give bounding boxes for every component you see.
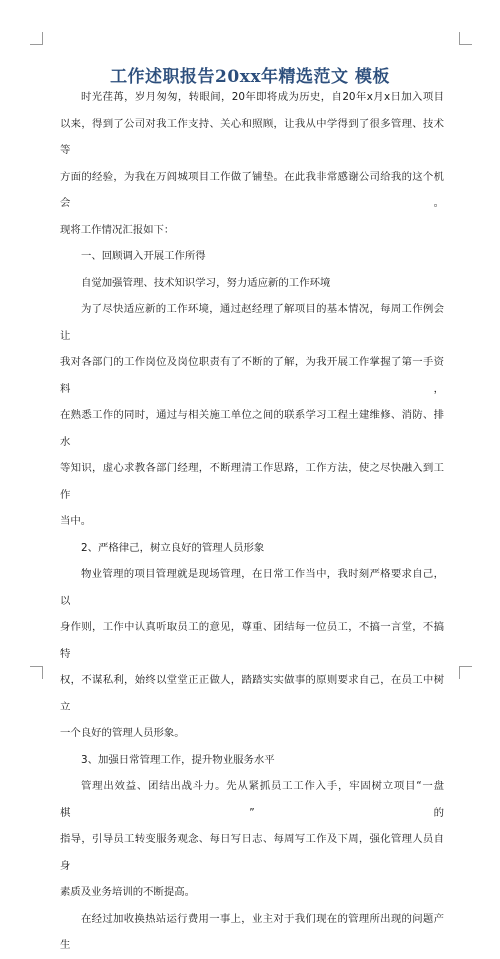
paragraph-line: 为了尽快适应新的工作环境，通过赵经理了解项目的基本情况，每周工作例会让 xyxy=(60,303,444,342)
paragraph-line: 素质及业务培训的不断提高。 xyxy=(60,886,196,898)
crop-mark-top-left xyxy=(30,32,43,45)
document-title: 工作述职报告20xx年精选范文 模板 xyxy=(110,67,390,87)
section-heading: 一、回顾调入开展工作所得 xyxy=(81,250,206,262)
paragraph-line: 当中。 xyxy=(60,515,92,527)
paragraph-line: 方面的经验，为我在万闾城项目工作做了铺垫。在此我非常感谢公司给我的这个机会。 xyxy=(60,170,444,209)
paragraph-line: 管理出效益、团结出战斗力。先从紧抓员工工作入手，牢固树立项目“一盘棋”的 xyxy=(60,780,444,819)
section-heading: 3、加强日常管理工作，提升物业服务水平 xyxy=(81,753,275,766)
paragraph-line: 在熟悉工作的同时，通过与相关施工单位之间的联系学习工程土建维修、消防、排水 xyxy=(60,409,444,448)
paragraph-line: 物业管理的项目管理就是现场管理，在日常工作当中，我时刻严格要求自己，以 xyxy=(60,568,444,607)
crop-mark-top-right xyxy=(459,32,472,45)
section-heading: 自觉加强管理、技术知识学习，努力适应新的工作环境 xyxy=(81,276,331,289)
section-heading: 2、严格律己，树立良好的管理人员形象 xyxy=(81,541,265,554)
paragraph-line: 一个良好的管理人员形象。 xyxy=(60,727,185,739)
crop-mark-bottom-left xyxy=(30,666,43,679)
paragraph-line: 时光荏苒，岁月匆匆，转眼间，20年即将成为历史，自20年x月x日加入项目 xyxy=(81,91,444,103)
paragraph-line: 我对各部门的工作岗位及岗位职责有了不断的了解，为我开展工作掌握了第一手资料， xyxy=(60,356,444,395)
paragraph-line: 在经过加收换热站运行费用一事上，业主对于我们现在的管理所出现的问题产生 xyxy=(60,912,444,951)
paragraph-line: 现将工作情况汇报如下： xyxy=(60,223,175,236)
paragraph-line: 权，不谋私利，始终以堂堂正正做人，踏踏实实做事的原则要求自己，在员工中树立 xyxy=(60,674,444,713)
paragraph-line: 等知识，虚心求教各部门经理，不断理清工作思路，工作方法，使之尽快融入到工作 xyxy=(60,462,444,501)
paragraph-line: 身作则，工作中认真听取员工的意见，尊重、团结每一位员工，不搞一言堂，不搞特 xyxy=(60,621,444,660)
crop-mark-bottom-right xyxy=(459,666,472,679)
document-body xyxy=(60,84,444,959)
paragraph-line: 指导，引导员工转变服务观念、每日写日志、每周写工作及下周，强化管理人员自身 xyxy=(60,833,444,872)
paragraph-line: 以来，得到了公司对我工作支持、关心和照顾，让我从中学得到了很多管理、技术等 xyxy=(60,117,444,156)
